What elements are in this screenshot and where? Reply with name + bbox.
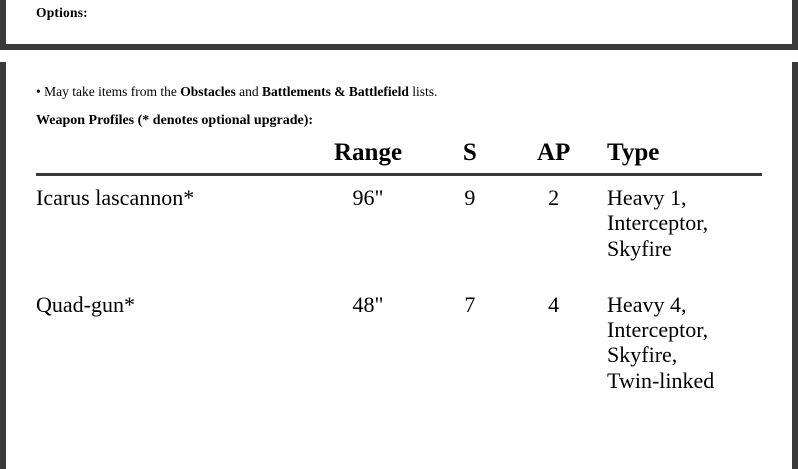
weapon-type: [599, 283, 762, 393]
options-heading: Options:: [36, 5, 88, 20]
weapon-range: 48": [352, 291, 384, 317]
weapon-name: Icarus lascannon*: [36, 185, 195, 210]
weapon-strength: 7: [464, 291, 476, 317]
column-header-range: Range: [305, 137, 432, 175]
column-header-type: Type: [599, 137, 762, 175]
obstacles-bullet: [36, 84, 437, 100]
bullet-prefix-text: • May take items from the: [36, 84, 181, 99]
table-row-spacer: [36, 261, 762, 283]
spacer-cell: [305, 261, 432, 283]
weapon-profiles-panel: [0, 62, 798, 469]
weapon-profiles-table: [36, 137, 762, 393]
weapon-ap: 2: [548, 185, 560, 210]
weapon-type-line: Heavy 4,: [607, 291, 687, 317]
bullet-middle-text: and: [235, 84, 262, 99]
weapon-type-line: Heavy 1,: [607, 185, 687, 210]
table-header-row: [36, 137, 762, 175]
weapon-type-line: Interceptor,: [607, 210, 709, 236]
weapon-type-line: Skyfire: [607, 235, 672, 261]
column-header-name: [36, 137, 305, 175]
weapon-profiles-heading: Weapon Profiles (* denotes optional upgrade):: [36, 113, 314, 128]
weapon-ap: 4: [548, 291, 560, 317]
table-body: [36, 175, 762, 394]
spacer-cell: [36, 261, 305, 283]
battlements-list-name: Battlements & Battlefield: [261, 84, 409, 99]
weapon-type: [599, 175, 762, 261]
weapon-type-line: Skyfire,: [607, 342, 678, 368]
weapon-strength: 9: [464, 185, 476, 210]
spacer-cell: [508, 261, 599, 283]
table-header: [36, 137, 762, 175]
weapon-type-line: Interceptor,: [607, 317, 709, 343]
spacer-cell: [431, 261, 508, 283]
weapon-range: 96": [352, 185, 384, 210]
column-header-ap: AP: [508, 137, 599, 175]
table-row: [36, 283, 762, 393]
spacer-cell: [599, 261, 762, 283]
weapon-name: Quad-gun*: [36, 291, 135, 317]
bullet-suffix-text: lists.: [408, 84, 438, 99]
options-panel: [0, 0, 798, 50]
obstacles-list-name: Obstacles: [180, 84, 236, 99]
column-header-s: S: [431, 137, 508, 175]
table-row: [36, 175, 762, 261]
weapon-type-line: Twin-linked: [607, 367, 715, 393]
panel-divider: [0, 50, 798, 62]
